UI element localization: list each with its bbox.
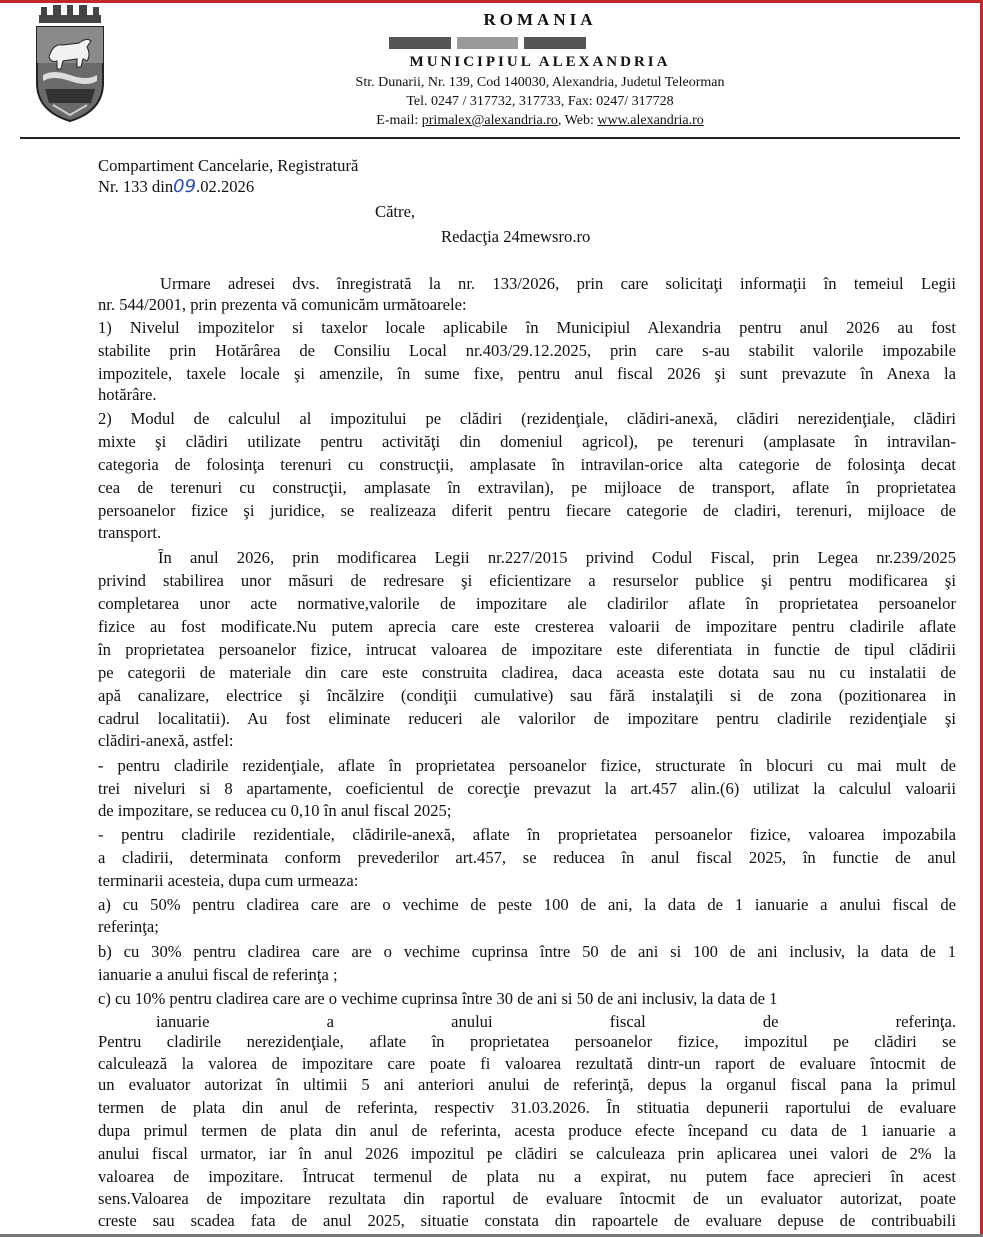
body-line: termen de plata din anul de referinta, respectiv 31.03.2026. În stituatia depunerii raportului de evaluare	[98, 1099, 956, 1117]
body-line: fizice au fost modificate.Nu putem aprecia care este cresterea valoarii de impozitare pentru cladirile aflate	[98, 618, 956, 636]
department-line: Compartiment Cancelarie, Registratură	[98, 156, 359, 175]
body-line: completarea unor acte normative,valorile de impozitare ale cladirilor aflate în proprietatea persoanelor	[98, 595, 956, 613]
body-line: privind stabilirea unor măsuri de redresare şi eficientizare a resurselor publice şi pentru modificarea şi	[98, 572, 956, 590]
body-line: ianuarie a anului fiscal de referinţa ;	[98, 965, 338, 984]
body-line: referinţa;	[98, 917, 159, 936]
body-line: valoarea de impozitare. Întrucat termenul de plata nu a expirat, nu putem face aprecieri în acest	[98, 1168, 956, 1186]
registration-number	[98, 178, 254, 196]
email-link[interactable]: primalex@alexandria.ro	[421, 113, 558, 128]
web-label: , Web:	[557, 113, 594, 128]
body-line: Urmare adresei dvs. înregistrată la nr. 133/2026, prin care solicitaţi informaţii în temeiul Legii	[160, 275, 956, 293]
body-line: transport.	[98, 523, 162, 542]
body-line: trei niveluri si 8 apartamente, coeficientul de corecţie prevazut la art.457 alin.(6) utilizat la calculul valoarii	[98, 780, 956, 798]
body-line: anului fiscal urmator, iar în anul 2026 impozitul pe clădiri se calculeaza prin aplicarea unei valori de 2% la	[98, 1145, 956, 1163]
body-line: b) cu 30% pentru cladirea care are o vechime cuprinsa între 50 de ani si 100 de ani inclusiv, la data de 1	[98, 943, 956, 961]
body-line: calculează la valorea de impozitare care poate fi valoarea rezultată dintr-un raport de evaluare întocmit de	[98, 1055, 956, 1073]
country-name: ROMANIA	[483, 10, 597, 29]
body-line: clădiri-anexă, astfel:	[98, 731, 234, 750]
registration-prefix: Nr. 133 din	[98, 177, 174, 196]
body-line: creste sau scadea fata de anul 2025, situatie constata din rapoartele de evaluare depuse de contribuabili	[98, 1212, 956, 1230]
body-line: în proprietatea persoanelor fizice, intrucat valoarea de impozitare este diferentiata in functie de tipul clădirii	[98, 641, 956, 659]
body-line: stabilite prin Hotărârea de Consiliu Local nr.403/29.12.2025, prin care s-au stabilit valorile impozabile	[98, 342, 956, 360]
address-line: Str. Dunarii, Nr. 139, Cod 140030, Alexandria, Judetul Teleorman	[355, 75, 725, 90]
phone-line: Tel. 0247 / 317732, 317733, Fax: 0247/ 317728	[406, 94, 674, 109]
body-line: În anul 2026, prin modificarea Legii nr.227/2015 privind Codul Fiscal, prin Legea nr.239/2025	[158, 549, 956, 567]
body-line: persoanelor fizice şi juridice, se realizeaza diferit pentru fiecare categorie de cladiri, terenuri, mijloace de	[98, 502, 956, 520]
city-coat-of-arms-icon	[33, 5, 107, 125]
flag-bar	[389, 37, 586, 49]
contact-line	[280, 113, 800, 129]
registration-date-rest: .02.2026	[196, 177, 255, 196]
body-line: - pentru cladirile rezidenţiale, aflate în proprietatea persoanelor fizice, structurate în blocuri cu mai mult de	[98, 757, 956, 775]
body-line: categoria de folosinţa terenuri cu construcţii, amplasate în intravilan-orice alta categorie de folosinţa decat	[98, 456, 956, 474]
body-line: de impozitare, se reducea cu 0,10 în anul fiscal 2025;	[98, 801, 452, 820]
page-border-top	[0, 0, 983, 3]
body-line: apă canalizare, electrice şi încălzire (condiţii cumulative) sau fără instalaţili si de zona (pozitionarea in	[98, 687, 956, 705]
body-line: nr. 544/2001, prin prezenta vă comunicăm următoarele:	[98, 295, 467, 314]
body-line: hotărâre.	[98, 385, 157, 404]
header-divider	[20, 137, 960, 139]
body-line: impozitele, taxele locale şi amenzile, în sume fixe, pentru anul fiscal 2026 şi sunt prevazute în Anexa la	[98, 365, 956, 383]
email-label: E-mail:	[376, 113, 419, 128]
body-line: Pentru cladirile nerezidenţiale, aflate în proprietatea persoanelor fizice, impozitul pe clădiri se	[98, 1033, 956, 1051]
body-line: pe categorii de materiale din care este construita cladirea, daca aceasta este dotata sau nu cu instalatii de	[98, 664, 956, 682]
body-line: sens.Valoarea de impozitare rezultata din raportul de evaluare întocmit de un evaluator autorizat, poate	[98, 1190, 956, 1208]
web-link[interactable]: www.alexandria.ro	[597, 113, 704, 128]
body-line: a) cu 50% pentru cladirea care are o vechime de peste 100 de ani, la data de 1 ianuarie a anului fiscal de	[98, 896, 956, 914]
body-line: 1) Nivelul impozitelor si taxelor locale aplicabile în Municipiul Alexandria pentru anul 2026 au fost	[98, 319, 956, 337]
recipient-name: Redacţia 24mewsro.ro	[441, 227, 591, 246]
addressee-label: Către,	[375, 202, 416, 221]
body-line: - pentru cladirile rezidentiale, clădirile-anexă, aflate în proprietatea persoanelor fizice, valoarea impozabila	[98, 826, 956, 844]
handwritten-day: 09	[173, 176, 197, 197]
body-line: mixte şi clădiri utilizate pentru activităţi din domeniul agricol), pe terenuri (amplasate în intravilan-	[98, 433, 956, 451]
body-line: cea de terenuri cu construcţii, amplasate în extravilan), pe mijloace de transport, aflate în proprietatea	[98, 479, 956, 497]
body-line: un evaluator autorizat în ultimii 5 ani anteriori anului de referinţă, depus la organul fiscal pana la primul	[98, 1076, 956, 1094]
body-line: 2) Modul de calculul al impozitului pe clădiri (rezidenţiale, clădiri-anexă, clădiri nerezidenţiale, clădiri	[98, 410, 956, 428]
body-line: terminarii acesteia, dupa cum urmeaza:	[98, 871, 359, 890]
body-line: c) cu 10% pentru cladirea care are o vechime cuprinsa între 30 de ani si 50 de ani inclusiv, la data de 1	[98, 989, 778, 1008]
institution-name: MUNICIPIUL ALEXANDRIA	[409, 54, 671, 70]
body-line: cadrul localitatii). Au fost eliminate reduceri ale valorilor de impozitare pentru cladirile rezidenţiale şi	[98, 710, 956, 728]
body-line: ianuarie a anului fiscal de referinţa.	[156, 1013, 956, 1031]
body-line: dupa primul termen de plata din anul de referinta, acesta produce efecte începand cu data de 1 ianuarie a	[98, 1122, 956, 1140]
body-line: a cladirii, determinata conform prevederilor art.457, se reducea în anul fiscal 2025, în functie de anul	[98, 849, 956, 867]
